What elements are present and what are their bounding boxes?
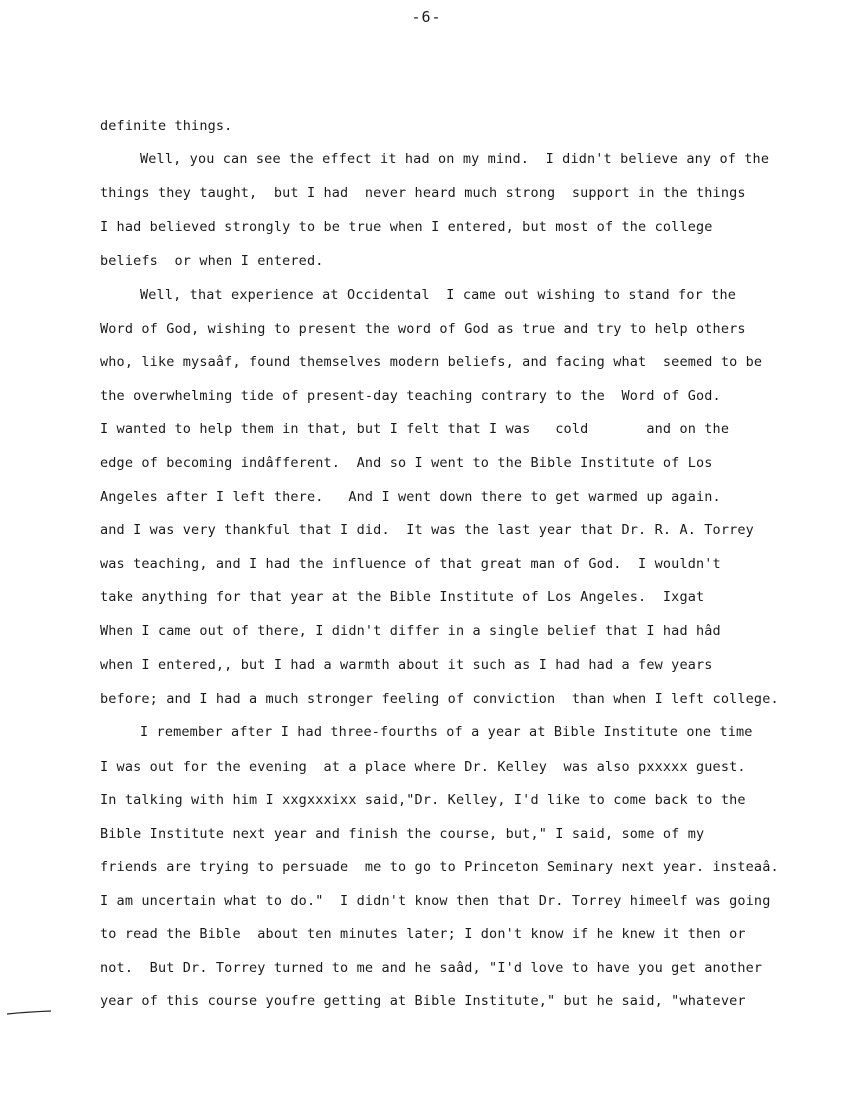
text-line: when I entered,, but I had a warmth about it such as I had had a few years: [100, 657, 713, 673]
text-line: I wanted to help them in that, but I felt that I was cold and on the: [100, 421, 730, 437]
text-line: not. But Dr. Torrey turned to me and he saâd, "I'd love to have you get another: [100, 960, 763, 976]
text-line: take anything for that year at the Bible Institute of Los Angeles. Ixgat: [100, 589, 705, 605]
text-line: friends are trying to persuade me to go to Princeton Seminary next year. insteaâ.: [100, 859, 779, 875]
text-line: I remember after I had three-fourths of a year at Bible Institute one time: [140, 724, 753, 740]
text-line: definite things.: [100, 118, 233, 134]
text-line: I was out for the evening at a place where Dr. Kelley was also pxxxxx guest.: [100, 759, 746, 775]
text-line: was teaching, and I had the influence of that great man of God. I wouldn't: [100, 556, 721, 572]
margin-pencil-mark: [6, 1010, 52, 1014]
text-line: and I was very thankful that I did. It was the last year that Dr. R. A. Torrey: [100, 522, 754, 538]
text-line: Well, you can see the effect it had on my mind. I didn't believe any of the: [140, 151, 770, 167]
text-line: things they taught, but I had never heard much strong support in the things: [100, 185, 746, 201]
text-line: who, like mysaâf, found themselves modern beliefs, and facing what seemed to be: [100, 354, 763, 370]
text-line: Well, that experience at Occidental I came out wishing to stand for the: [140, 287, 736, 303]
text-line: edge of becoming indâfferent. And so I went to the Bible Institute of Los: [100, 455, 713, 471]
text-line: before; and I had a much stronger feeling of conviction than when I left college.: [100, 691, 779, 707]
text-line: Angeles after I left there. And I went down there to get warmed up again.: [100, 489, 721, 505]
text-line: Word of God, wishing to present the word of God as true and try to help others: [100, 321, 746, 337]
text-line: In talking with him I xxgxxxixx said,"Dr. Kelley, I'd like to come back to the: [100, 792, 746, 808]
text-line: beliefs or when I entered.: [100, 253, 324, 269]
text-line: to read the Bible about ten minutes later; I don't know if he knew it then or: [100, 926, 746, 942]
text-line: the overwhelming tide of present-day teaching contrary to the Word of God.: [100, 388, 721, 404]
text-line: Bible Institute next year and finish the course, but," I said, some of my: [100, 826, 705, 842]
text-line: I had believed strongly to be true when I entered, but most of the college: [100, 219, 713, 235]
text-line: I am uncertain what to do." I didn't know then that Dr. Torrey himeelf was going: [100, 893, 771, 909]
page-number: -6-: [411, 8, 442, 26]
text-line: year of this course youfre getting at Bible Institute," but he said, "whatever: [100, 993, 746, 1009]
text-line: When I came out of there, I didn't differ in a single belief that I had hâd: [100, 623, 721, 639]
